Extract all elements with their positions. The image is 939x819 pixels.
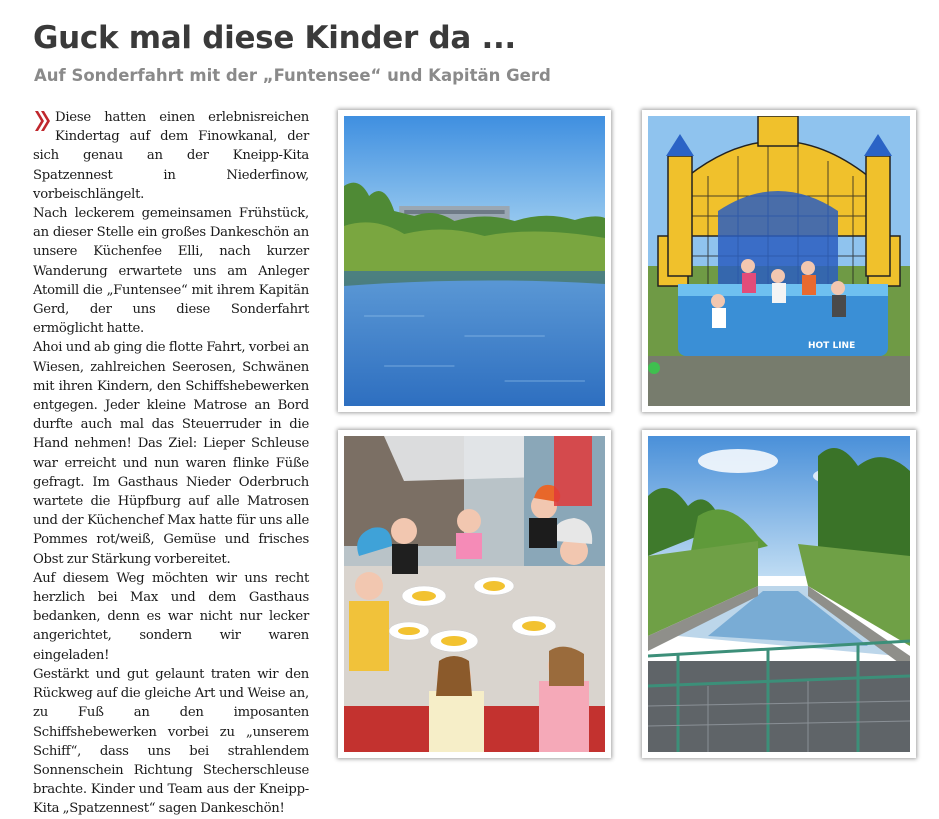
article-paragraph: Diese hatten einen erlebnisreichen Kindertag auf dem Finowkanal, der sich genau an der Kneipp-Kita Spatzennest in Niederfinow, vorbeischlängelt.	[33, 110, 309, 202]
article-paragraph: Gestärkt und gut gelaunt traten wir den Rückweg auf die gleiche Art und Weise an, zu Fuß an den imposanten Schiffshebewerken vorbei zu „unserem Schiff“, dass uns bei strahlendem Sonnenschein Richtung Stecherschleuse brachte. Kinder und Team aus der Kneipp-Kita „Spatzennest“ sagen Dankeschön!	[33, 666, 309, 817]
canal-lock-image	[648, 436, 910, 752]
article-subheadline: Auf Sonderfahrt mit der „Funtensee“ und Kapitän Gerd	[34, 66, 551, 85]
bouncy-castle-image	[648, 116, 910, 406]
chevron-icon	[33, 109, 51, 133]
article-headline: Guck mal diese Kinder da ...	[33, 20, 516, 56]
article-paragraph: Ahoi und ab ging die flotte Fahrt, vorbei an Wiesen, zahlreichen Seerosen, Schwänen mit ihren Kindern, den Schiffshebewerken entgegen. Jeder kleine Matrose an Bord durfte auch mal das Steuerruder in die Hand nehmen! Das Ziel: Lieper Schleuse war erreicht und nun waren flinke Füße gefragt. Im Gasthaus Nieder Oderbruch wartete die Hüpfburg auf alle Matrosen und der Küchenchef Max hatte für uns alle Pommes rot/weiß, Gemüse und frisches Obst zur Stärkung vorbereitet.	[33, 340, 309, 567]
children-eating-image	[344, 436, 605, 752]
article-paragraph: Nach leckerem gemeinsamen Frühstück, an dieser Stelle ein großes Dankeschön an unsere Küchenfee Elli, nach kurzer Wanderung erwartete uns am Anleger Atomill die „Funtensee“ mit ihrem Kapitän Gerd, der uns diese Sonderfahrt ermöglicht hatte.	[33, 206, 309, 337]
photo-canal-landscape	[338, 110, 611, 412]
photo-canal-lock	[642, 430, 916, 758]
photo-children-eating	[338, 430, 611, 758]
canal-landscape-image	[344, 116, 605, 406]
photo-bouncy-castle	[642, 110, 916, 412]
article-body	[33, 108, 309, 819]
article-paragraph: Auf diesem Weg möchten wir uns recht herzlich bei Max und dem Gasthaus bedanken, denn es war nicht nur lecker angerichtet, sondern wir waren eingeladen!	[33, 570, 309, 663]
bouncy-castle-banner: HOT LINE	[808, 341, 856, 351]
